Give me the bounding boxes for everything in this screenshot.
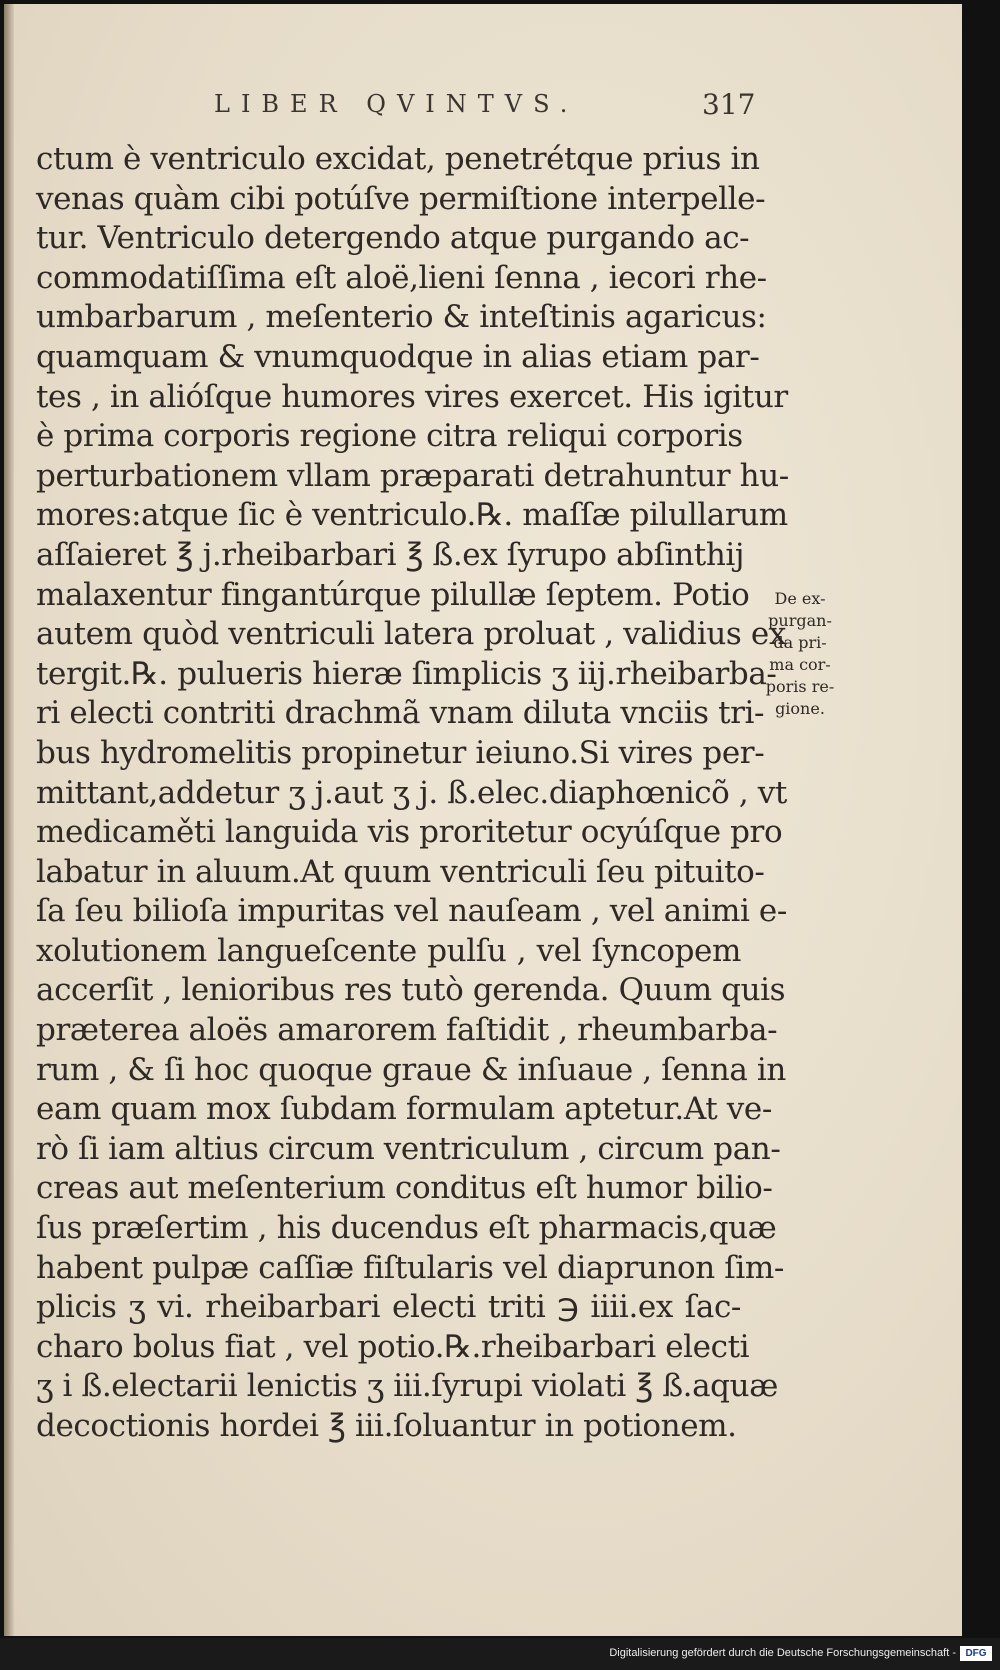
text-line: aſſaieret ℥ j.rheibarbari ℥ ß.ex ſyrupo abſinthij	[36, 536, 745, 573]
text-line: tur. Ventriculo detergendo atque purgando ac-	[36, 220, 750, 257]
text-line: ſa ſeu bilioſa impuritas vel nauſeam , vel animi e-	[36, 893, 787, 930]
text-line: præterea aloës amarorem faſtidit , rheumbarba-	[36, 1012, 778, 1049]
marginal-note-line: De ex-	[774, 589, 826, 608]
text-line: medicaměti languida vis proritetur ocyúſque pro	[36, 814, 783, 851]
text-line: labatur in aluum.At quum ventriculi ſeu pituito-	[36, 853, 765, 890]
running-head: LIBER QVINTVS.	[214, 90, 579, 118]
text-line: creas aut meſenterium conditus eſt humor bilio-	[36, 1170, 773, 1207]
marginal-note-line: poris re-	[765, 677, 835, 696]
text-line: quamquam & vnumquodque in alias etiam par-	[36, 338, 760, 375]
text-line: decoctionis hordei ℥ iii.ſoluantur in potionem.	[36, 1408, 737, 1444]
text-line: autem quòd ventriculi latera proluat , validius ex	[36, 616, 786, 653]
text-line: venas quàm cibi potúſve permiſtione interpelle-	[36, 180, 766, 217]
text-line: accerſit , lenioribus res tutò gerenda. Quum quis	[36, 972, 786, 1009]
text-line: plicis ʒ vi. rheibarbari electi triti ℈ iiii.ex ſac-	[36, 1289, 741, 1326]
text-line: ʒ i ß.electarii lenictis ʒ iii.ſyrupi violati ℥ ß.aquæ	[36, 1368, 778, 1405]
page-header	[214, 90, 754, 130]
funding-credit: Digitalisierung gefördert durch die Deutsche Forschungsgemeinschaft -	[609, 1647, 956, 1659]
text-line: è prima corporis regione citra reliqui corporis	[36, 418, 743, 455]
text-line: ri electi contriti drachmã vnam diluta vnciis tri-	[36, 695, 765, 732]
text-line: tes , in alióſque humores vires exercet. His igitur	[36, 378, 788, 415]
text-line: eam quam mox ſubdam formulam aptetur.At ve-	[36, 1091, 772, 1128]
text-line: rum , & ſi hoc quoque graue & inſuaue , ſenna in	[36, 1051, 786, 1088]
text-line: malaxentur fingantúrque pilullæ ſeptem. Potio	[36, 576, 750, 613]
dfg-logo: DFG	[960, 1646, 992, 1661]
text-line: ctum è ventriculo excidat, penetrétque prius in	[36, 141, 760, 177]
marginal-note-line: da pri-	[773, 633, 827, 652]
text-line: bus hydromelitis propinetur ieiuno.Si vires per-	[36, 734, 765, 771]
text-line: charo bolus fiat , vel potio.℞.rheibarbari electi	[36, 1328, 750, 1365]
marginal-note-line: purgan-	[768, 611, 832, 630]
text-line: tergit.℞. pulueris hieræ ſimplicis ʒ iij.rheibarba-	[36, 655, 777, 692]
marginal-note-line: gione.	[775, 699, 825, 718]
text-line: ſus præſertim , his ducendus eſt pharmacis,quæ	[36, 1210, 777, 1247]
text-line: umbarbarum , meſenterio & inteſtinis agaricus:	[36, 299, 767, 336]
text-line: xolutionem langueſcente pulſu , vel ſyncopem	[36, 932, 741, 969]
text-line: perturbationem vllam præparati detrahuntur hu-	[36, 457, 789, 494]
text-line: mittant,addetur ʒ j.aut ʒ j. ß.elec.diaphœnicõ , vt	[36, 774, 787, 811]
text-line: habent pulpæ caſſiæ fiſtularis vel diaprunon ſim-	[36, 1249, 784, 1286]
text-line: mores:atque ſic è ventriculo.℞. maſſæ pilullarum	[36, 497, 788, 534]
text-line: rò ſi iam altius circum ventriculum , circum pan-	[36, 1130, 781, 1167]
marginal-note	[750, 588, 850, 720]
marginal-note-line: ma cor-	[769, 655, 831, 674]
page-spine-edge	[4, 4, 14, 1636]
book-page	[4, 4, 962, 1636]
page-number: 317	[702, 88, 756, 121]
text-line: commodatiſſima eſt aloë,lieni ſenna , iecori rhe-	[36, 259, 767, 296]
footer-bar	[0, 1638, 1000, 1670]
body-text	[36, 140, 789, 1447]
